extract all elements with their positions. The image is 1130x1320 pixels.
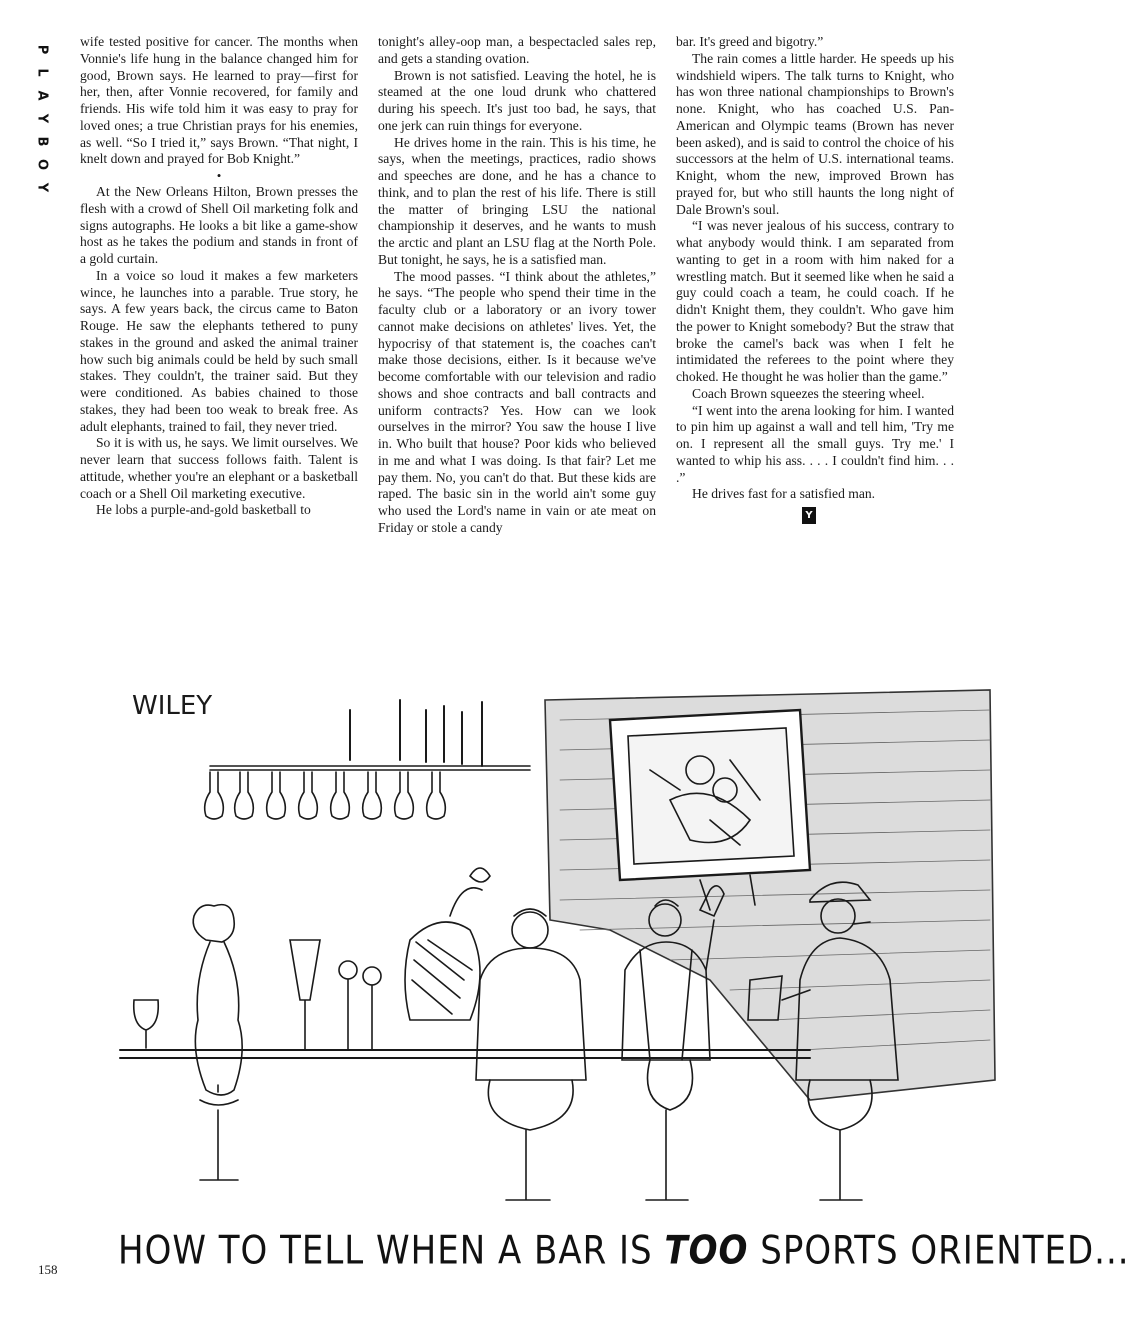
paragraph: He drives fast for a satisfied man. (692, 486, 876, 502)
paragraph: He lobs a purple-and-gold basketball to (96, 502, 311, 518)
masthead-letter: Y (34, 182, 50, 193)
paragraph: The rain comes a little harder. He speeds up his windshield wipers. The talk turns to Knight, who has won three national championships to Brown's none. Knight, who has coached U.S. Pan-American and Olympic teams (Brown has never been asked), and is said to control the choice of his successors at the helm of U.S. international teams. Knight, whom the new, improved Brown has prayed for, but who still haunts the long night of Dale Brown's soul. (676, 50, 954, 217)
article-column-2 (378, 34, 656, 537)
paragraph: bar. It's greed and bigotry.” (676, 34, 824, 49)
end-of-article-mark: Y (802, 507, 816, 524)
paragraph: tonight's alley-oop man, a bespectacled sales rep, and gets a standing ovation. (378, 34, 656, 66)
paragraph: So it is with us, he says. We limit ourselves. We never learn that success follows faith. Talent is attitude, whether you're an elephant or a basketball coach or a Shell Oil marketing executive. (80, 435, 358, 501)
woman-at-bar (193, 905, 242, 1180)
masthead-letter: A (34, 90, 50, 101)
masthead-letter: L (34, 68, 50, 77)
paragraph: In a voice so loud it makes a few marketers wince, he launches into a parable. True story, he says. A few years back, the circus came to Baton Rouge. He saw the elephants tethered to puny stakes in the ground and asked the animal trainer how such big animals could be held by such small stakes. They couldn't, the trainer said. But they were conditioned. As babies chained to those stakes, they had been too weak to break free. As adult elephants, trained to fail, they never tried. (80, 267, 358, 434)
paragraph: He drives home in the rain. This is his time, he says, when the meetings, practices, radio shows and speeches are done, and he has a chance to think, and to plan the rest of his life. There is still the matter of bringing LSU the national championship it deserves, and he wants to mush the arctic and plant an LSU flag at the North Pole. But tonight, he says, he is a satisfied man. (378, 134, 656, 267)
article-column-3 (676, 34, 954, 524)
bar-cartoon-illustration (110, 680, 1000, 1220)
masthead-letter: O (34, 158, 50, 171)
masthead-letter: Y (34, 113, 50, 124)
masthead-letter: P (34, 44, 50, 55)
paragraph: The mood passes. “I think about the athletes,” he says. “The people who spend their time in the faculty club or a laboratory or an ivory tower cannot make decisions on athletes' lives. Yet, the hypocrisy of that statement is, the coaches can't make those decisions, either. Is it because we've become comfortable with our television and radio shows and shoe contracts and ball contracts and uniform contracts? Yes. How can we look ourselves in the mirror? You saw the house I live in. Who built that house? Poor kids who believed in me and what I was doing. Is that fair? Let me pay them. No, you can't do that. But these kids are raped. The basic sin in the world ain't some guy who used the Lord's name in vain or ate meat on Friday or stole a candy (378, 268, 656, 535)
hanging-glasses (205, 772, 446, 819)
masthead-letter: B (34, 136, 50, 147)
cartoon-caption (118, 1228, 1130, 1274)
caption-part: HOW TO TELL WHEN A BAR IS (118, 1228, 665, 1274)
section-break: • (216, 168, 222, 183)
paragraph: At the New Orleans Hilton, Brown presses the flesh with a crowd of Shell Oil marketing folk and signs autographs. He looks a bit like a game-show host as he takes the podium and stands in front of a gold curtain. (80, 184, 358, 266)
paragraph: wife tested positive for cancer. The months when Vonnie's life hung in the balance changed him for good, Brown says. He learned to pray—first for her, then, after Vonnie recovered, for family and friends. His wife told him it was easy to pray for loved ones; a true Christian prays for his enemies, as well. “So I tried it,” says Brown. “That night, I knelt down and prayed for Bob Knight.” (80, 34, 358, 167)
paragraph: Brown is not satisfied. Leaving the hotel, he is steamed at the one loud drunk who chattered during his speech. It's just too bad, he says, that one jerk can ruin things for everyone. (378, 67, 656, 133)
article-column-1 (80, 34, 358, 519)
artist-signature: WILEY (132, 691, 213, 721)
striped-shirt-patron (405, 868, 490, 1020)
paragraph: Coach Brown squeezes the steering wheel. (692, 385, 925, 401)
caption-emphasis: TOO (664, 1228, 749, 1274)
caption-part: SPORTS ORIENTED... (748, 1228, 1130, 1274)
page-number: 158 (38, 1262, 58, 1277)
magazine-masthead (30, 38, 54, 199)
heavy-patron (476, 909, 586, 1200)
paragraph: “I went into the arena looking for him. I wanted to pin him up against a wall and tell him, 'Try me on. I represent all the small guys. Try me.' I wanted to whip his ass. . . . I couldn't find him. . . .” (676, 402, 954, 485)
paragraph: “I was never jealous of his success, contrary to what anybody would think. I am separated from wanting to get in a room with him naked for a wrestling match. But it seemed like when he said a guy could coach a team, he could coach. If he didn't Knight them, they couldn't. Who gave him the power to Knight somebody? But the straw that broke the camel's back was when I felt he intimidated the referees to the point where they choked. He thought he was holier than the game.” (676, 218, 954, 384)
